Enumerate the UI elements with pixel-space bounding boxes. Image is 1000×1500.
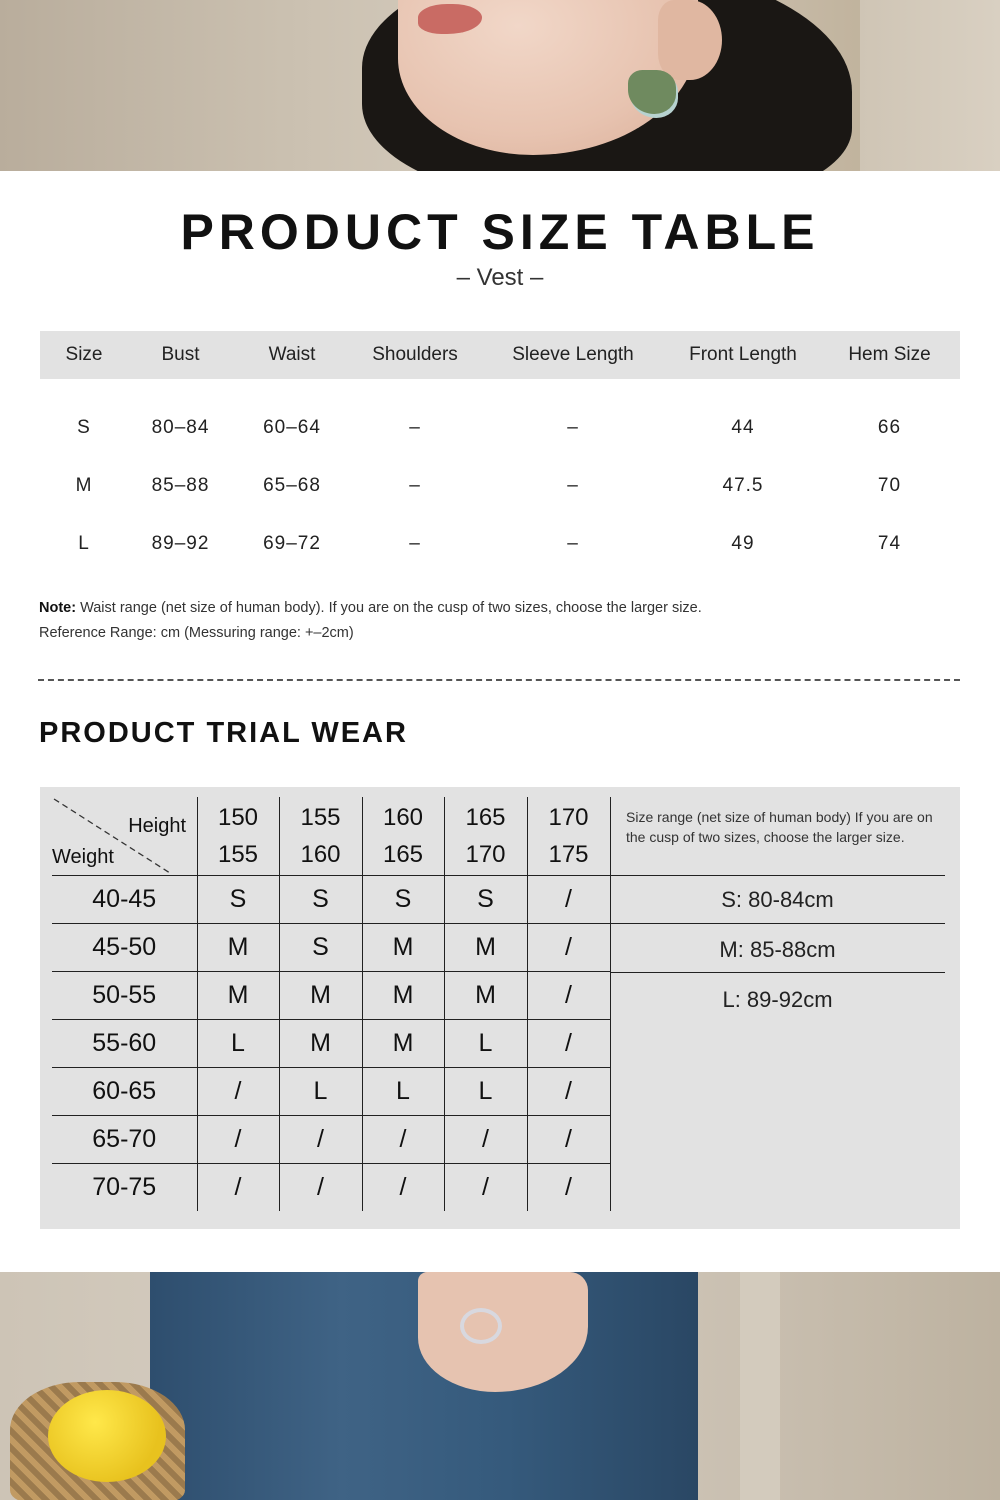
note-text: Waist range (net size of human body). If you are on the cusp of two sizes, choose the larger size. [76,600,702,616]
size-cell: M [362,972,444,1020]
lemon [48,1390,166,1482]
table-cell: 66 [877,417,902,438]
size-cell: / [444,1164,527,1212]
size-cell: S [197,876,279,924]
size-cell: S [279,924,362,972]
size-cell: / [527,972,610,1020]
weight-row [52,1020,610,1068]
height-header-row [52,797,610,876]
size-cell: / [362,1164,444,1212]
weight-row [52,876,610,924]
table-cell: – [567,475,579,496]
size-note [39,596,702,646]
table-cell: 69–72 [263,533,321,554]
weight-row [52,924,610,972]
size-range-note: Size range (net size of human body) If you are on the cusp of two sizes, choose the larger size. [626,809,933,845]
model-photo-top [0,0,1000,171]
reference-range: Reference Range: cm (Messuring range: +–2cm) [39,625,354,641]
header-waist: Waist [233,331,351,379]
size-table [40,331,960,573]
size-cell: M [362,924,444,972]
table-cell: 47.5 [722,475,764,496]
height-range: 170 175 [527,797,610,876]
header-sleeve-length: Sleeve Length [479,331,667,379]
size-cell: M [444,972,527,1020]
size-cell: / [197,1068,279,1116]
table-cell: – [409,417,421,438]
size-cell: L [197,1020,279,1068]
weight-range: 50-55 [52,972,197,1020]
size-cell: / [197,1116,279,1164]
size-cell: / [527,876,610,924]
product-subtitle: – Vest – [456,264,544,291]
table-cell: 60–64 [263,417,321,438]
size-cell: S [362,876,444,924]
size-cell: / [527,1164,610,1212]
weight-row [52,1164,610,1212]
table-cell: L [78,533,90,554]
weight-label: Weight [52,846,114,868]
table-row [40,399,960,457]
header-shoulders: Shoulders [351,331,479,379]
range-l: L: 89-92cm [722,987,833,1012]
size-cell: / [527,924,610,972]
trial-wear-panel [40,787,960,1229]
size-cell: M [279,1020,362,1068]
range-divider [610,923,945,924]
size-cell: L [444,1068,527,1116]
table-row [40,457,960,515]
size-cell: / [279,1164,362,1212]
table-cell: S [77,417,91,438]
size-cell: / [527,1020,610,1068]
table-cell: 85–88 [151,475,210,496]
height-range: 160 165 [362,797,444,876]
range-divider [610,972,945,973]
size-cell: M [197,972,279,1020]
table-cell: 70 [877,475,902,496]
height-range: 155 160 [279,797,362,876]
weight-range: 70-75 [92,1173,157,1201]
size-cell: / [527,1068,610,1116]
table-cell: 65–68 [263,475,321,496]
weight-range: 65-70 [52,1116,197,1164]
size-cell: / [362,1116,444,1164]
header-bust: Bust [128,331,233,379]
weight-range: 60-65 [52,1068,197,1116]
range-m: M: 85-88cm [719,937,836,962]
header-front-length: Front Length [667,331,819,379]
table-cell: – [409,533,421,554]
size-cell: L [279,1068,362,1116]
size-cell: L [444,1020,527,1068]
weight-range: 55-60 [52,1020,197,1068]
size-cell: M [362,1020,444,1068]
weight-range: 40-45 [52,876,197,924]
note-label: Note: [39,600,77,616]
header-size: Size [40,331,128,379]
size-table-header [40,331,960,379]
size-cell: S [444,876,527,924]
range-s: S: 80-84cm [721,887,834,912]
size-cell: M [279,972,362,1020]
table-cell: M [75,475,93,496]
model-photo-bottom [0,1272,1000,1500]
height-range: 165 170 [444,797,527,876]
page-title: PRODUCT SIZE TABLE [180,204,820,260]
height-range: 150 155 [197,797,279,876]
table-row [40,515,960,573]
weight-range: 45-50 [52,924,197,972]
size-cell: / [279,1116,362,1164]
size-cell: M [197,924,279,972]
size-cell: / [527,1116,610,1164]
weight-row [52,1116,610,1164]
table-cell: – [567,417,579,438]
table-cell: – [409,475,421,496]
table-cell: – [567,533,579,554]
size-cell: / [197,1164,279,1212]
range-divider [610,875,945,876]
trial-wear-title: PRODUCT TRIAL WEAR [39,717,408,749]
size-cell: / [444,1116,527,1164]
height-label: Height [128,815,186,837]
trial-wear-table [52,797,611,1211]
ring [460,1308,502,1344]
table-cell: 89–92 [151,533,210,554]
size-cell: S [279,876,362,924]
header-hem-size: Hem Size [819,331,960,379]
weight-row [52,972,610,1020]
weight-row [52,1068,610,1116]
section-divider [38,679,960,681]
table-cell: 49 [731,533,755,554]
size-cell: M [444,924,527,972]
corner-cell [52,797,197,876]
table-cell: 44 [731,417,755,438]
table-cell: 80–84 [151,417,210,438]
table-cell: 74 [877,533,902,554]
size-cell: L [362,1068,444,1116]
